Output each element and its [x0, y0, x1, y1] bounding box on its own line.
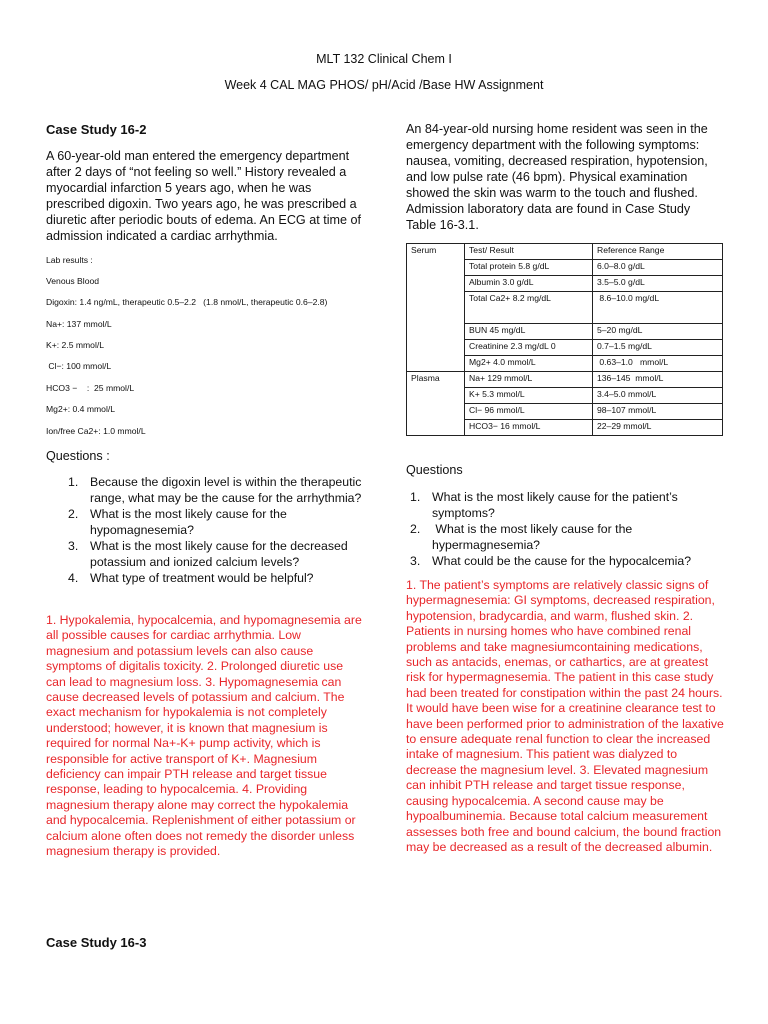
lab-line: HCO3 − : 25 mmol/L — [46, 383, 135, 393]
table-row: Creatinine 2.3 mg/dL 0 0.7–1.5 mg/dL — [407, 340, 723, 356]
question-item: 3. What is the most likely cause for the decreased potassium and ionized calcium levels? — [68, 539, 348, 569]
lab-line: Na+: 137 mmol/L — [46, 319, 112, 329]
question-item: 1. Because the digoxin level is within the therapeutic range, what may be the cause for the arrhythmia? — [68, 475, 362, 505]
questions-heading: Questions — [406, 463, 463, 477]
table-row: BUN 45 mg/dL 5–20 mg/dL — [407, 324, 723, 340]
course-title: MLT 132 Clinical Chem I — [316, 52, 452, 66]
lab-table — [406, 243, 723, 436]
table-row: HCO3− 16 mmol/L 22–29 mmol/L — [407, 420, 723, 436]
table-row: Total protein 5.8 g/dL 6.0–8.0 g/dL — [407, 260, 723, 276]
question-list — [68, 474, 364, 586]
assignment-title: Week 4 CAL MAG PHOS/ pH/Acid /Base HW Assignment — [224, 78, 544, 92]
next-case-study-title: Case Study 16-3 — [46, 935, 147, 950]
table-row: Plasma Na+ 129 mmol/L 136–145 mmol/L — [407, 372, 723, 388]
questions-heading: Questions : — [46, 449, 110, 463]
table-header: Test/ Result — [465, 244, 593, 260]
question-item: 2. What is the most likely cause for the hypomagnesemia? — [68, 507, 287, 537]
answer-text: 1. Hypokalemia, hypocalcemia, and hypomagnesemia are all possible causes for cardiac arrhythmia. Low magnesium and potassium levels can also cause symptoms of digitalis toxicity. 2. Prolonged diuretic use can lead to magnesium loss. 3. Hypomagnesemia can cause decreased levels of potassium and calcium. The exact mechanism for hypokalemia is not completely understood; however, it is known that magnesium is required for normal Na+-K+ pump activity, which is responsible for active transport of K+. Magnesium deficiency can impair PTH release and target tissue response, leading to hypocalcemia. 4. Providing magnesium therapy alone may correct the hypokalemia and hypocalcemia. Replenishment of either potassium or calcium alone often does not remedy the disorder unless magnesium therapy is provided. — [46, 613, 362, 859]
lab-line: Digoxin: 1.4 ng/mL, therapeutic 0.5–2.2 (1.8 nmol/L, therapeutic 0.6–2.8) — [46, 297, 328, 307]
lab-line: K+: 2.5 mmol/L — [46, 340, 105, 350]
question-list — [410, 489, 720, 569]
table-row: Cl− 96 mmol/L 98–107 mmol/L — [407, 404, 723, 420]
lab-line: Lab results : — [46, 255, 93, 265]
question-item: 3. What could be the cause for the hypocalcemia? — [410, 554, 692, 568]
question-item: 2. What is the most likely cause for the hypermagnesemia? — [410, 522, 636, 552]
case-study-title: Case Study 16-2 — [46, 122, 147, 137]
table-header-row — [407, 244, 723, 260]
table-row: Mg2+ 4.0 mmol/L 0.63–1.0 mmol/L — [407, 356, 723, 372]
lab-line: Venous Blood — [46, 276, 100, 286]
question-item: 4. What type of treatment would be helpful? — [68, 571, 314, 585]
case-intro: An 84-year-old nursing home resident was seen in the emergency department with the following symptoms: nausea, vomiting, decreased respiration, hypotension, and low pulse rate (46 bpm). Physical examination showed the skin was warm to the touch and flushed. Admission laboratory data are found in Case Study Table 16-3.1. — [406, 122, 708, 232]
table-header: Reference Range — [593, 244, 723, 260]
table-header: Serum — [407, 244, 465, 260]
table-row: Albumin 3.0 g/dL 3.5–5.0 g/dL — [407, 276, 723, 292]
table-row: Total Ca2+ 8.2 mg/dL 8.6–10.0 mg/dL — [407, 292, 723, 324]
lab-line: Mg2+: 0.4 mmol/L — [46, 404, 116, 414]
table-row: K+ 5.3 mmol/L 3.4–5.0 mmol/L — [407, 388, 723, 404]
answer-text: 1. The patient’s symptoms are relatively classic signs of hypermagnesemia: GI symptoms, decreased respiration, hypotension, bradycardia, and warm, flushed skin. 2. Patients in nursing homes who have combined renal problems and take magnesiumcontaining medications, such as antacids, enemas, or cathartics, are at greatest risk for hypermagnesemia. The patient in this case study had been treated for constipation within the past 24 hours. It would have been wise for a creatinine clearance test to have been performed prior to administration of the laxative to ensure adequate renal function to clear the increased intake of magnesium. This patient was dialyzed to decrease the magnesium level. 3. Elevated magnesium can inhibit PTH release and target tissue response, causing hypocalcemia. A second cause may be hypoalbuminemia. Because total calcium measurement assesses both free and bound calcium, the bound fraction may be decreased as a result of the decreased albumin. — [406, 578, 724, 854]
lab-line: Ion/free Ca2+: 1.0 mmol/L — [46, 426, 146, 436]
lab-line: Cl−: 100 mmol/L — [46, 361, 112, 371]
case-intro: A 60-year-old man entered the emergency department after 2 days of “not feeling so well.” History revealed a myocardial infarction 5 years ago, when he was prescribed digoxin. Two years ago, he was prescribed a diuretic after periodic bouts of edema. An ECG at time of admission indicated a cardiac arrhythmia. — [46, 149, 362, 243]
question-item: 1. What is the most likely cause for the patient’s symptoms? — [410, 490, 678, 520]
